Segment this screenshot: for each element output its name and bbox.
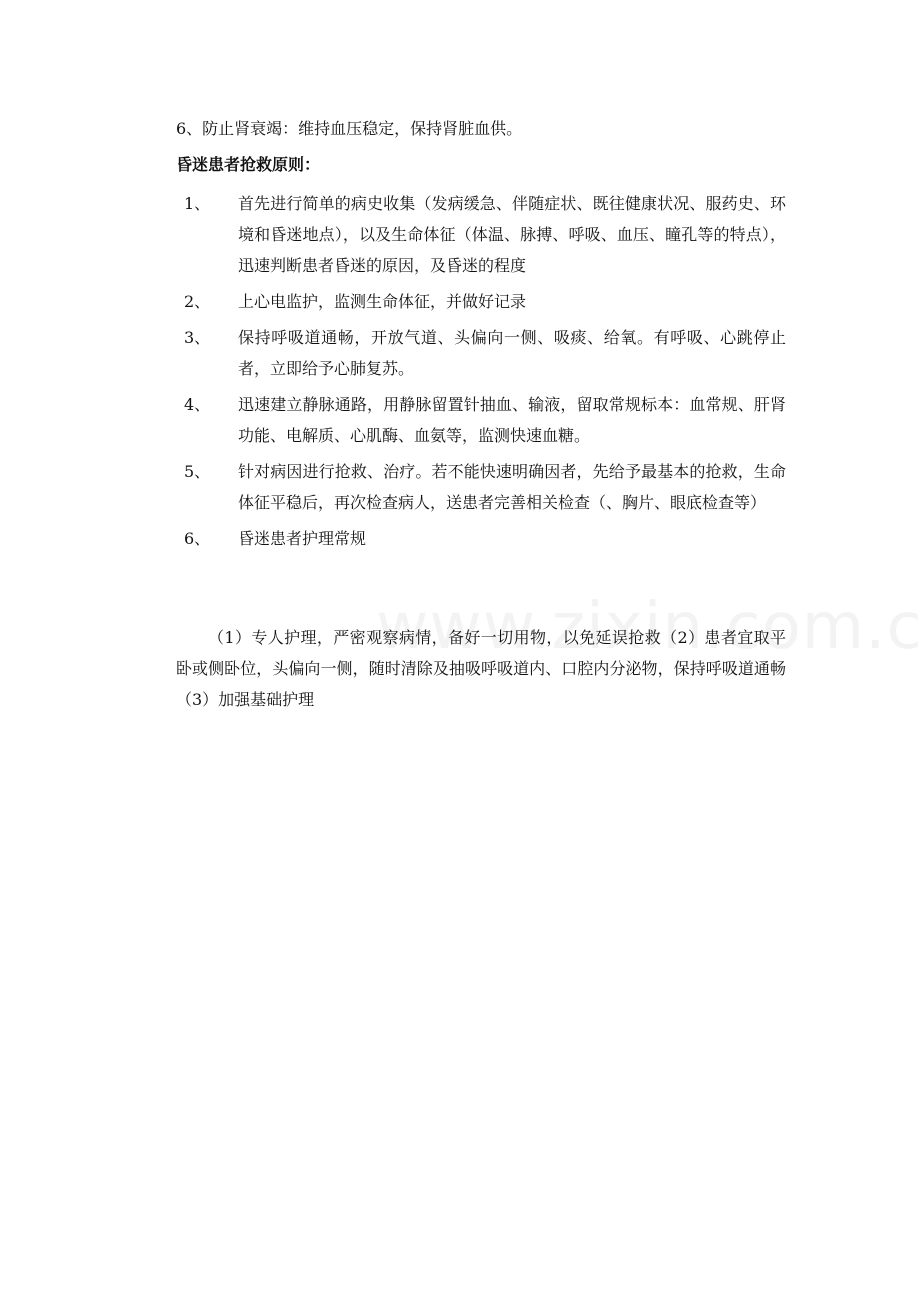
list-item-text: 上心电监护，监测生命体征，并做好记录 — [238, 292, 527, 311]
list-item-number: 4、 — [184, 395, 211, 414]
care-paragraph: （1）专人护理，严密观察病情，备好一切用物，以免延误抢救（2）患者宜取平卧或侧卧位，头偏向一侧，随时清除及抽吸呼吸道内、口腔内分泌物，保持呼吸道通畅（3）加强基础护理 — [176, 628, 786, 709]
list-item-number: 3、 — [184, 328, 211, 347]
intro-line: 6、防止肾衰竭：维持血压稳定，保持肾脏血供。 — [176, 119, 523, 138]
principles-list — [176, 188, 786, 559]
list-item-text: 迅速建立静脉通路，用静脉留置针抽血、输液，留取常规标本：血常规、肝肾功能、电解质、心肌酶、血氨等，监测快速血糖。 — [238, 395, 786, 445]
list-item-number: 5、 — [184, 462, 211, 481]
list-item — [176, 188, 786, 281]
list-item — [176, 523, 786, 554]
list-item-number: 1、 — [184, 194, 211, 213]
list-item — [176, 456, 786, 518]
list-item-text: 首先进行简单的病史收集（发病缓急、伴随症状、既往健康状况、服药史、环境和昏迷地点），以及生命体征（体温、脉搏、呼吸、血压、瞳孔等的特点），迅速判断患者昏迷的原因，及昏迷的程度 — [238, 194, 786, 275]
section-heading: 昏迷患者抢救原则： — [176, 155, 321, 174]
list-item-text: 保持呼吸道通畅，开放气道、头偏向一侧、吸痰、给氧。有呼吸、心跳停止者，立即给予心肺复苏。 — [238, 328, 786, 378]
list-item — [176, 286, 786, 317]
list-item — [176, 322, 786, 384]
list-item — [176, 389, 786, 451]
list-item-number: 2、 — [184, 292, 211, 311]
list-item-text: 针对病因进行抢救、治疗。若不能快速明确因者，先给予最基本的抢救，生命体征平稳后，再次检查病人，送患者完善相关检查（、胸片、眼底检查等） — [238, 462, 786, 512]
list-item-number: 6、 — [184, 529, 211, 548]
list-item-text: 昏迷患者护理常规 — [238, 529, 367, 548]
